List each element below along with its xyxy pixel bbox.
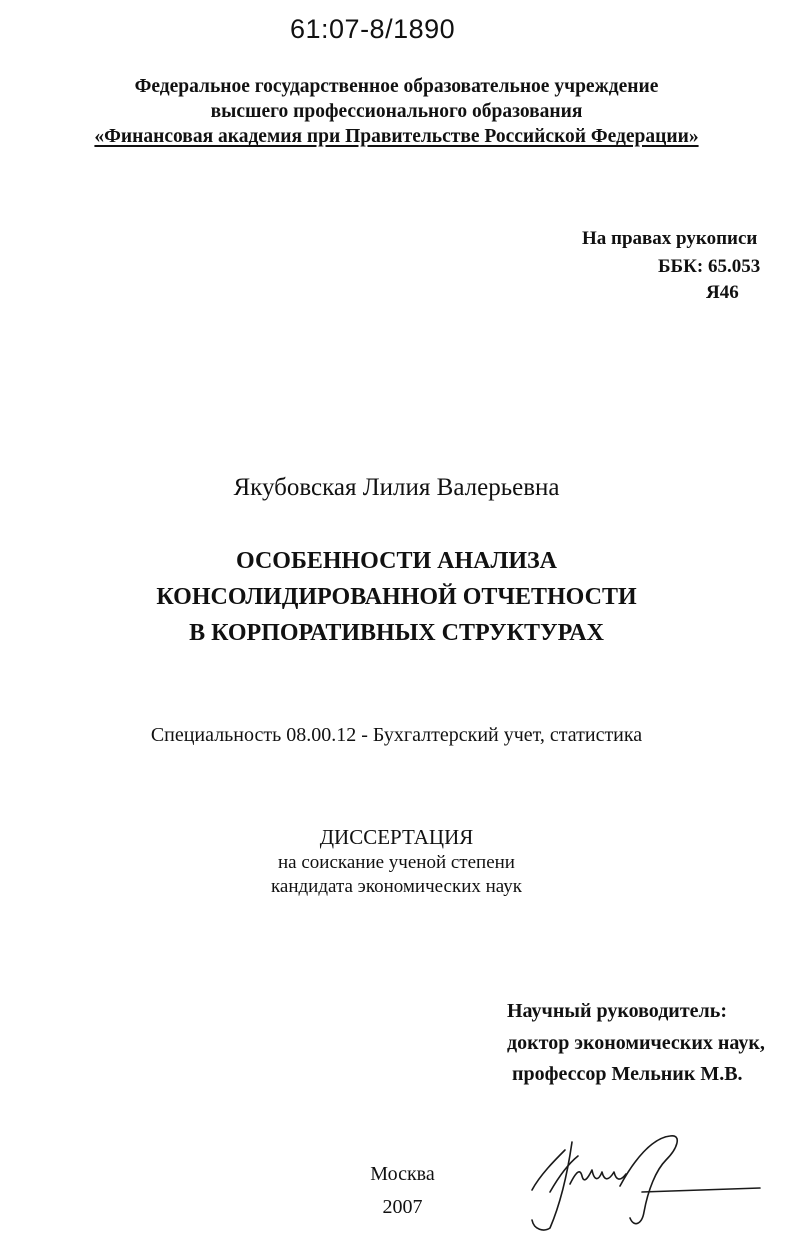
specialty-line: Специальность 08.00.12 - Бухгалтерский учет, статистика bbox=[150, 724, 643, 746]
archive-stamp-code: 61:07-8/1890 bbox=[290, 14, 456, 44]
supervisor-label: Научный руководитель: bbox=[507, 1000, 727, 1022]
thesis-title-line-1: ОСОБЕННОСТИ АНАЛИЗА bbox=[235, 548, 558, 574]
supervisor-name: профессор Мельник М.В. bbox=[512, 1063, 743, 1085]
institution-line-2: высшего профессионального образования bbox=[210, 101, 583, 122]
institution-line-3: «Финансовая академия при Правительстве Российской Федерации» bbox=[94, 126, 699, 147]
author-name: Якубовская Лилия Валерьевна bbox=[233, 474, 560, 501]
thesis-title-line-3: В КОРПОРАТИВНЫХ СТРУКТУРАХ bbox=[189, 620, 604, 646]
author-mark-code: Я46 bbox=[706, 282, 739, 303]
dissertation-heading: ДИССЕРТАЦИЯ bbox=[319, 825, 474, 849]
manuscript-rights-label: На правах рукописи bbox=[582, 228, 758, 249]
dissertation-degree-line: на соискание ученой степени bbox=[278, 852, 515, 873]
thesis-title-line-2: КОНСОЛИДИРОВАННОЙ ОТЧЕТНОСТИ bbox=[156, 584, 637, 610]
supervisor-degree: доктор экономических наук, bbox=[507, 1032, 765, 1054]
year: 2007 bbox=[382, 1196, 423, 1218]
bbk-code: ББК: 65.053 bbox=[658, 256, 761, 277]
handwritten-signature bbox=[510, 1120, 770, 1240]
city: Москва bbox=[370, 1163, 435, 1185]
dissertation-field-line: кандидата экономических наук bbox=[270, 876, 523, 897]
institution-line-1: Федеральное государственное образовательное учреждение bbox=[134, 76, 659, 97]
